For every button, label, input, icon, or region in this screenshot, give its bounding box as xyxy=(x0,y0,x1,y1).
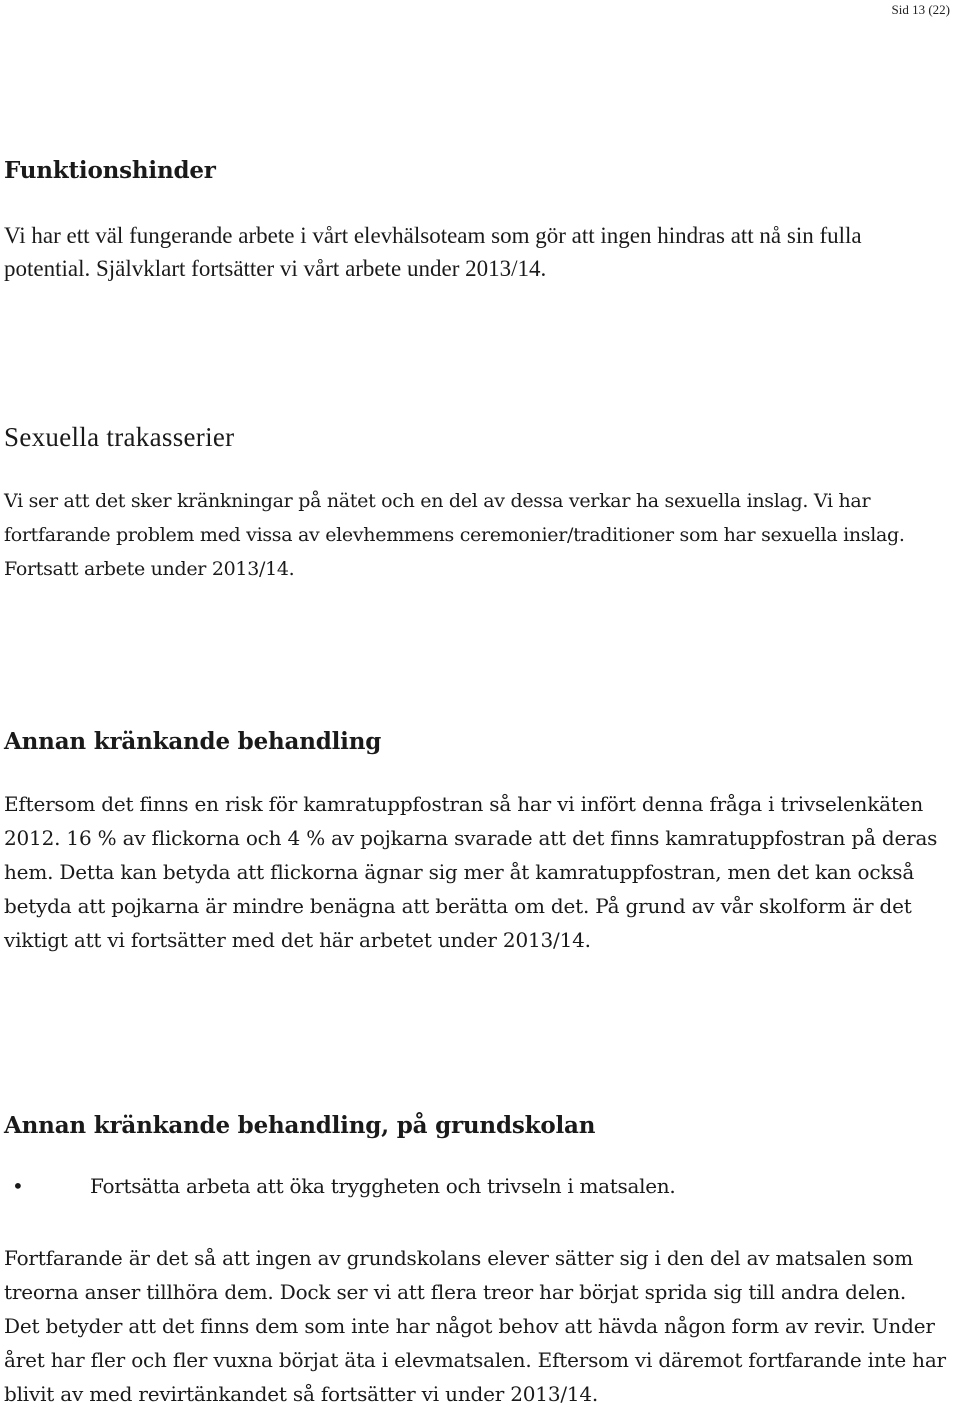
section-sexuella-trakasserier-body-wrap xyxy=(4,484,946,586)
section-heading: Annan kränkande behandling, på grundskolan xyxy=(4,1112,596,1139)
section-heading: Annan kränkande behandling xyxy=(4,728,382,755)
section-annan-krankande-behandling xyxy=(4,727,946,757)
section-annan-krankande-grundskolan xyxy=(4,1111,946,1141)
section-body: Fortfarande är det så att ingen av grundskolans elever sätter sig i den del av matsalen som treorna anser tillhöra dem. Dock ser vi att flera treor har börjat sprida sig till andra delen. Det betyder att det finns dem som inte har något behov att hävda någon form av revir. Under året har fler och fler vuxna börjat äta i elevmatsalen. Eftersom vi däremot fortfarande inte har blivit av med revirtänkandet så fortsätter vi under 2013/14. xyxy=(4,1246,946,1406)
bullet-icon: • xyxy=(12,1174,24,1198)
section-body: Vi har ett väl fungerande arbete i vårt elevhälsoteam som gör att ingen hindras att nå sin fulla potential. Självklart fortsätter vi vårt arbete under 2013/14. xyxy=(4,223,862,281)
section-annan-krankande-behandling-body-wrap xyxy=(4,787,946,957)
section-annan-krankande-grundskolan-body-wrap xyxy=(4,1241,946,1411)
section-funktionshinder xyxy=(4,156,946,186)
section-body: Vi ser att det sker kränkningar på nätet och en del av dessa verkar ha sexuella inslag. Vi har fortfarande problem med vissa av elevhemmens ceremonier/traditioner som har sexuella inslag. Fortsatt arbete under 2013/14. xyxy=(4,490,905,580)
section-sexuella-trakasserier xyxy=(4,422,946,452)
section-body: Eftersom det finns en risk för kamratuppfostran så har vi infört denna fråga i trivselenkäten 2012. 16 % av flickorna och 4 % av pojkarna svarade att det finns kamratuppfostran på deras hem. Detta kan betyda att flickorna ägnar sig mer åt kamratuppfostran, men det kan också betyda att pojkarna är mindre benägna att berätta om det. På grund av vår skolform är det viktigt att vi fortsätter med det här arbetet under 2013/14. xyxy=(4,792,938,952)
section-heading: Sexuella trakasserier xyxy=(4,422,235,452)
section-heading: Funktionshinder xyxy=(4,157,216,184)
bullet-list-item xyxy=(4,1174,946,1198)
section-funktionshinder-body-wrap xyxy=(4,219,946,285)
page-number: Sid 13 (22) xyxy=(891,2,950,17)
bullet-text: Fortsätta arbeta att öka tryggheten och trivseln i matsalen. xyxy=(90,1174,676,1198)
